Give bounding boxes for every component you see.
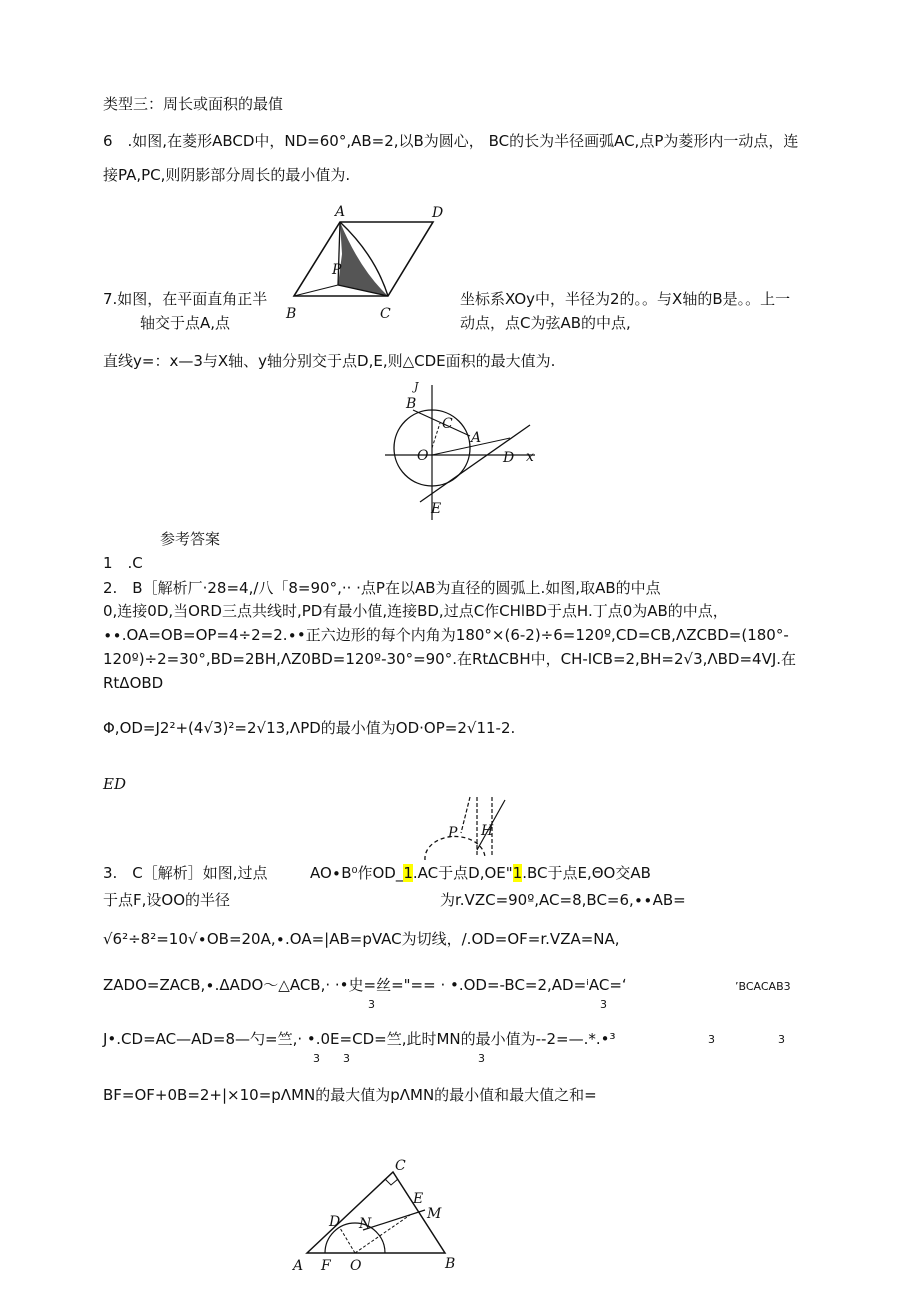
answer-3-line3: √6²÷8²=10√∙OB=20A,∙.OA=|AB=pVAC为切线，/.OD=OF=r.VZA=NA, <box>103 930 620 948</box>
label-h: H <box>481 823 494 839</box>
rhombus-figure <box>280 200 460 330</box>
highlight-1: 1 <box>403 864 413 882</box>
answer-1: 1 .C <box>103 554 143 572</box>
q6-line1: 6 .如图,在菱形ABCD中，ND=60°,AB=2,以B为圆心， BC的长为半径画弧AC,点P为菱形内一动点，连 <box>103 132 799 150</box>
q7-left1: 7.如图，在平面直角正半 <box>103 290 268 308</box>
right-angle-mark <box>385 1179 398 1185</box>
q7-left2: 轴交于点A,点 <box>140 314 231 332</box>
a3-l5-sub5: 3 <box>478 1052 485 1065</box>
label-c: C <box>442 416 453 432</box>
answer-2-line4: 120º)÷2=30°,BD=2BH,ΛZ0BD=120º-30°=90°.在RtΔCBH中，CH-ICB=2,BH=2√3,ΛBD=4VJ.在 <box>103 650 797 668</box>
label-m: M <box>427 1206 442 1222</box>
answer-3-line2a: 于点F,设OO的半径 <box>103 891 231 909</box>
answers-heading: 参考答案 <box>160 530 221 548</box>
label-e: E <box>431 501 442 517</box>
label-a: A <box>293 1258 304 1274</box>
highlight-2: 1 <box>512 864 523 882</box>
q7-right1: 坐标系XOy中，半径为2的。。与X轴的B是。。上一 <box>460 290 791 308</box>
label-d: D <box>329 1214 341 1230</box>
label-c: C <box>380 306 391 322</box>
a3-l5-sub3: 3 <box>313 1052 320 1065</box>
label-b: B <box>406 396 417 412</box>
circle-figure <box>380 380 550 525</box>
a3-l4-sub1: 3 <box>368 998 375 1011</box>
label-c: C <box>395 1158 406 1174</box>
label-n: N <box>359 1216 372 1232</box>
q7-line3: 直线y=：x—3与X轴、y轴分别交于点D,E,则△CDE面积的最大值为. <box>103 352 556 370</box>
label-y: J <box>414 380 419 393</box>
a3-text-d: .BC于点E,ΘO交AB <box>522 864 651 882</box>
answer-2-line6: Φ,OD=J2²+(4√3)²=2√13,ΛPD的最小值为OD·OP=2√11-2. <box>103 719 516 737</box>
answer-2-line5: RtΔOBD <box>103 674 164 692</box>
label-a: A <box>471 430 482 446</box>
label-o: O <box>417 448 429 464</box>
segment-nm <box>363 1210 425 1230</box>
answer-3-line4: ZADO=ZACB,∙.ΔADO～△ACB,· ·•史=丝="== · •.OD=-BC=2,AD=ⁱAC=ʻ <box>103 976 627 994</box>
a3-l5-sub1: 3 <box>708 1033 715 1046</box>
answer-2-line3: ∙∙.OA=OB=OP=4÷2=2.∙•正六边形的每个内角为180°×(6-2)÷6=120º,CD=CB,ΛZCBD=(180°- <box>103 626 789 644</box>
label-p: P <box>332 262 342 278</box>
q7-right2: 动点，点C为弦AB的中点, <box>460 314 631 332</box>
label-e: E <box>413 1191 424 1207</box>
label-f: F <box>321 1258 331 1274</box>
label-b: B <box>445 1256 456 1272</box>
answer-3-line2b: 为r.VZC=90º,AC=8,BC=6,∙∙AB= <box>440 891 686 909</box>
section-heading: 类型三：周长或面积的最值 <box>103 95 284 113</box>
label-d: D <box>503 450 515 466</box>
answer-3-line6: BF=OF+0B=2+|×10=pΛMN的最大值为pΛMN的最小值和最大值之和= <box>103 1086 597 1104</box>
answer-3-line5: J•.CD=AC—AD=8—勺=竺,· •.0E=CD=竺,此时MN的最小值为--2=—.*.•³ <box>103 1030 616 1048</box>
triangle-figure <box>285 1160 465 1280</box>
label-p: P <box>448 825 458 841</box>
label-x: x <box>526 449 534 465</box>
dashed-line-1 <box>461 797 470 833</box>
answer-2-line2: 0,连接0D,当ORD三点共线时,PD有最小值,连接BD,过点C作CHlBD于点H.丁点0为AB的中点， <box>103 602 728 620</box>
q6-line2: 接PA,PC,则阴影部分周长的最小值为. <box>103 166 351 184</box>
segment-oc <box>432 423 440 448</box>
answer-2-line1: 2. B［解析厂·28=4,/八「8=90°,·· ·点P在以AB为直径的圆弧上.如图,取AB的中点 <box>103 579 661 597</box>
a3-text-c: .AC于点D,OE" <box>412 864 513 882</box>
answer-3-line4-tail: ʼBCACAB3 <box>735 980 791 993</box>
a3-text-b: AO∙B⁰作OD_ <box>310 864 404 882</box>
label-a: A <box>335 204 346 220</box>
a3-l5-sub4: 3 <box>343 1052 350 1065</box>
answer-3-line1b <box>310 863 651 883</box>
answer-3-line1a: 3. C［解析］如图,过点 <box>103 864 268 882</box>
label-b: B <box>286 306 297 322</box>
label-d: D <box>432 205 444 221</box>
segment-od <box>340 1228 355 1253</box>
a3-l5-sub2: 3 <box>778 1033 785 1046</box>
shaded-region <box>338 222 388 296</box>
hexagon-figure <box>415 795 515 865</box>
a3-l4-sub2: 3 <box>600 998 607 1011</box>
label-o: O <box>350 1258 362 1274</box>
fig-label-ed: ED <box>103 775 126 793</box>
